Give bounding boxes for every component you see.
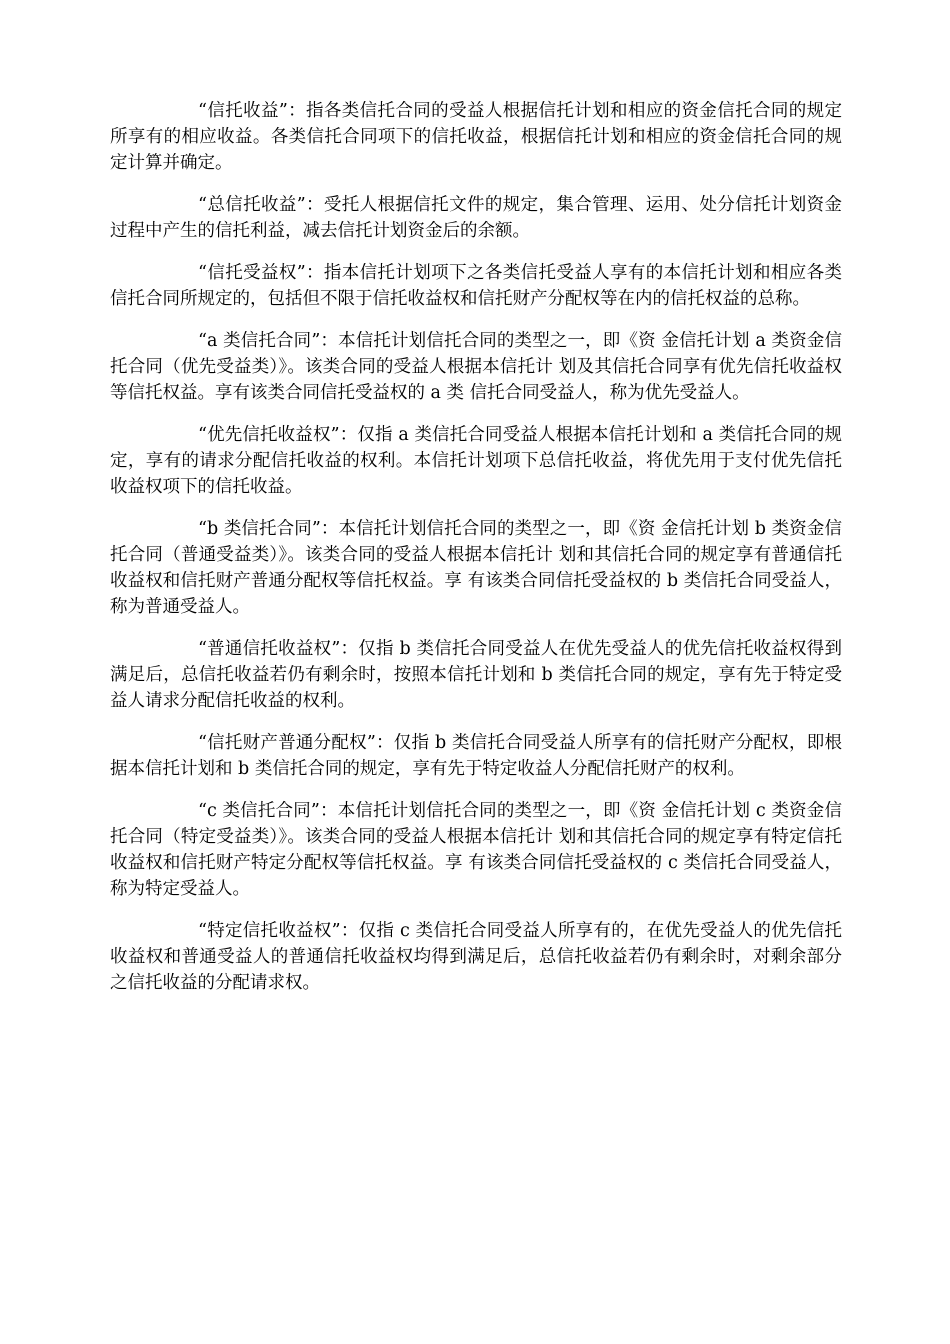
definition-total-trust-income: “总信托收益”：受托人根据信托文件的规定，集合管理、运用、处分信托计划资金过程中产生的信托利益，减去信托计划资金后的余额。 [110,195,842,241]
definition-specific-income-right: “特定信托收益权”：仅指 c 类信托合同受益人所享有的，在优先受益人的优先信托收益权和普通受益人的普通信托收益权均得到满足后，总信托收益若仍有剩余时，对剩余部分之信托收益的分配请求权。 [110,921,842,993]
definition-class-a-contract: “a 类信托合同”：本信托计划信托合同的类型之一，即《资 金信托计划 a 类资金信托合同（优先受益类）》。该类合同的受益人根据本信托计 划及其信托合同享有优先信托收益权等信托权益。享有该类合同信托受益权的 a 类 信托合同受益人，称为优先受益人。 [110,331,842,403]
definition-ordinary-distribution-right: “信托财产普通分配权”：仅指 b 类信托合同受益人所享有的信托财产分配权，即根据本信托计划和 b 类信托合同的规定，享有先于特定收益人分配信托财产的权利。 [110,733,842,779]
definition-class-c-contract: “c 类信托合同”：本信托计划信托合同的类型之一，即《资 金信托计划 c 类资金信托合同（特定受益类）》。该类合同的受益人根据本信托计 划和其信托合同的规定享有特定信托收益权和信托财产特定分配权等信托权益。享 有该类合同信托受益权的 c 类信托合同受益人，称为特定受益人。 [110,801,842,899]
definition-ordinary-income-right: “普通信托收益权”：仅指 b 类信托合同受益人在优先受益人的优先信托收益权得到满足后，总信托收益若仍有剩余时，按照本信托计划和 b 类信托合同的规定，享有先于特定受益人请求分配信托收益的权利。 [110,639,842,711]
definition-trust-beneficial-right: “信托受益权”：指本信托计划项下之各类信托受益人享有的本信托计划和相应各类信托合同所规定的，包括但不限于信托收益权和信托财产分配权等在内的信托权益的总称。 [110,263,842,309]
definition-priority-income-right: “优先信托收益权”：仅指 a 类信托合同受益人根据本信托计划和 a 类信托合同的规定，享有的请求分配信托收益的权利。本信托计划项下总信托收益，将优先用于支付优先信托收益权项下的信托收益。 [110,425,842,497]
definition-class-b-contract: “b 类信托合同”：本信托计划信托合同的类型之一，即《资 金信托计划 b 类资金信托合同（普通受益类）》。该类合同的受益人根据本信托计 划和其信托合同的规定享有普通信托收益权和信托财产普通分配权等信托权益。享 有该类合同信托受益权的 b 类信托合同受益人，称为普通受益人。 [110,519,842,617]
definition-trust-income: “信托收益”：指各类信托合同的受益人根据信托计划和相应的资金信托合同的规定所享有的相应收益。各类信托合同项下的信托收益，根据信托计划和相应的资金信托合同的规定计算并确定。 [110,101,842,173]
document-body [110,98,842,1012]
